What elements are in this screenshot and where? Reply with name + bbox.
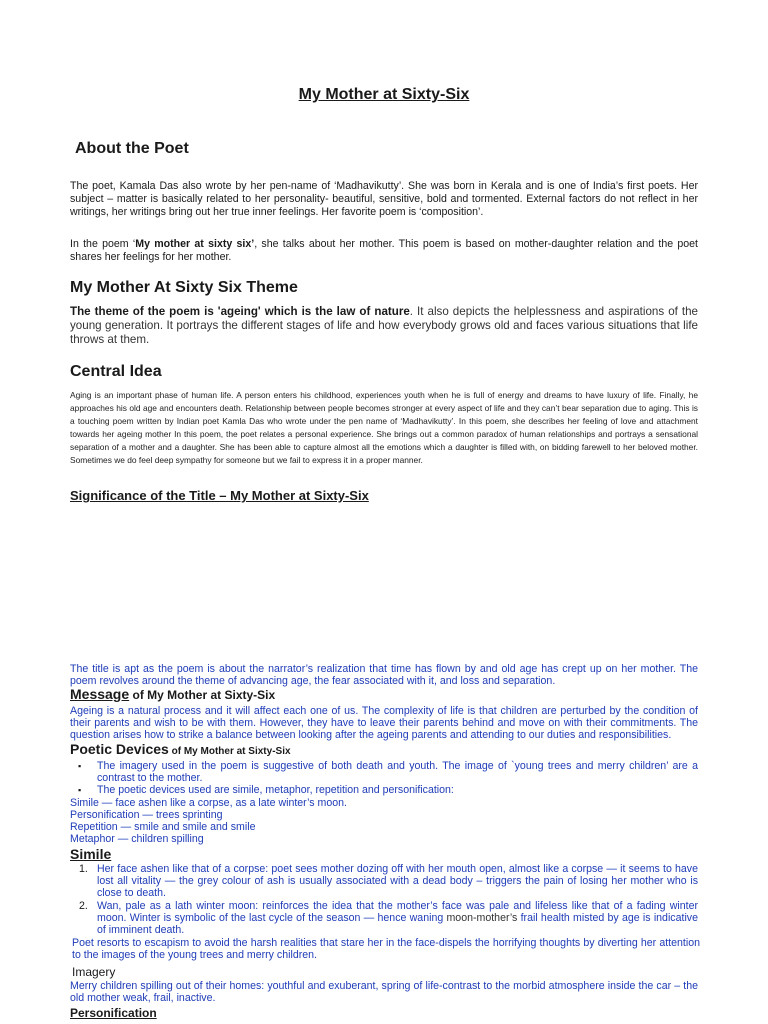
theme-rest: . It also depicts the helplessness and aspirations of the young generation. It portrays the different stages of life and how everybody grows old and faces various situations that life throws at them.	[70, 305, 698, 346]
device-line: Repetition — smile and smile and smile	[70, 821, 256, 833]
list-item: ▪ The poetic devices used are simile, metaphor, repetition and personification:	[70, 784, 698, 796]
central-idea-paragraph: Aging is an important phase of human life. A person enters his childhood, experiences youth when he is full of energy and dreams to have luxury of life. Finally, he approaches his old age and encounters death. Relationship between people becomes stronger at every aspect of life and they can’t bear separation due to aging. This is a touching poem written by Indian poet Kamla Das who wrote under the pen name of ‘Madhavikutty’. In this poem, she describes her feeling of love and attachment towards her ageing mother In this poem, the poet relates a personal experience. She brings out a common paradox of human relationships and portrays a sensational separation of a mother and a daughter. She has been able to capture almost all the emotions which a daughter is filled with, on bidding farewell to her beloved mother. Sometimes we do feel deep sympathy for someone but we fail to express it in a proper manner.	[70, 390, 698, 465]
simile-list	[70, 863, 698, 936]
about-poet-paragraph: The poet, Kamala Das also wrote by her pen-name of ‘Madhavikutty’. She was born in Kerala and is one of India’s first poets. Her subject – matter is basically related to her personality- beautiful, sensitive, bold and tormented. External factors do not reflect in her writings, her writings bring out her true inner feelings. Her favorite poem is ‘composition’.	[70, 180, 698, 218]
about-poet-heading: About the Poet	[75, 140, 189, 157]
poetic-devices-heading-rest: of My Mother at Sixty-Six	[168, 746, 291, 757]
central-idea-heading: Central Idea	[70, 363, 162, 380]
poetic-devices-heading-main: Poetic Devices	[70, 741, 169, 757]
poetic-devices-lines	[70, 797, 698, 845]
device-line: Simile — face ashen like a corpse, as a late winter’s moon.	[70, 797, 347, 809]
simile-item-text-end: frail health misted by age is indicative of imminent death.	[97, 911, 698, 937]
theme-heading: My Mother At Sixty Six Theme	[70, 279, 298, 296]
imagery-heading: Imagery	[72, 965, 116, 979]
device-line: Metaphor — children spilling	[70, 833, 204, 845]
message-heading	[70, 686, 275, 702]
poetic-devices-heading	[70, 741, 291, 757]
poem-intro-paragraph	[70, 238, 698, 264]
message-heading-main: Message	[70, 686, 130, 702]
simile-heading: Simile	[70, 846, 112, 862]
poetic-devices-bullets	[70, 760, 698, 797]
personification-heading: Personification	[70, 1006, 157, 1020]
simile-item-text: Wan, pale as a lath winter moon: reinforces the idea that the mother’s face was pale and lifeless like that of a fading winter moon. Winter is symbolic of the last cycle of the season — hence waning	[97, 899, 698, 924]
message-paragraph: Ageing is a natural process and it will affect each one of us. The complexity of life is that children are perturbed by the condition of their parents and wish to be with them. However, they have to leave their parents behind and move on with their commitments. The question arises how to strike a balance between looking after the ageing parents and attending to our duties and responsibilities.	[70, 705, 698, 742]
list-item	[70, 863, 698, 900]
simile-item-text: Her face ashen like that of a corpse: poet sees mother dozing off with her mouth open, almost like a corpse — it seems to have lost all vitality — the grey colour of ash is usually associated with a dead body – triggers the pain of losing her mother who is close to death.	[97, 863, 698, 900]
list-number: 2.	[79, 899, 88, 912]
page-title: My Mother at Sixty-Six	[298, 86, 470, 103]
theme-paragraph	[70, 305, 698, 347]
escapism-paragraph: Poet resorts to escapism to avoid the harsh realities that stare her in the face-dispels the horrifying thoughts by diverting her attention to the images of the young trees and merry children.	[72, 937, 700, 962]
significance-heading: Significance of the Title – My Mother at Sixty-Six	[70, 488, 369, 503]
list-number: 1.	[79, 863, 88, 875]
theme-bold: The theme of the poem is 'ageing' which is the law of nature	[70, 305, 410, 318]
poem-name: My mother at sixty six’	[135, 238, 255, 250]
significance-paragraph: The title is apt as the poem is about the narrator’s realization that time has flown by and old age has crept up on her mother. The poem revolves around the theme of advancing age, the fear associated with it, and loss and separation.	[70, 663, 698, 688]
imagery-paragraph: Merry children spilling out of their homes: youthful and exuberant, spring of life-contrast to the morbid atmosphere inside the car – the old mother weak, frail, inactive.	[70, 980, 698, 1005]
message-heading-rest: of My Mother at Sixty-Six	[129, 688, 276, 702]
device-line: Personification — trees sprinting	[70, 809, 223, 821]
poem-intro-post: , she talks about her mother. This poem is based on mother-daughter relation and the poet shares her feelings for her mother.	[70, 238, 699, 263]
list-item: ▪ The imagery used in the poem is suggestive of both death and youth. The image of `young trees and merry children’ are a contrast to the mother.	[70, 760, 698, 784]
simile-item-text-dark: moon-mother’s	[446, 911, 518, 924]
poem-intro-pre: In the poem ‘	[70, 238, 136, 250]
list-item	[70, 900, 698, 937]
